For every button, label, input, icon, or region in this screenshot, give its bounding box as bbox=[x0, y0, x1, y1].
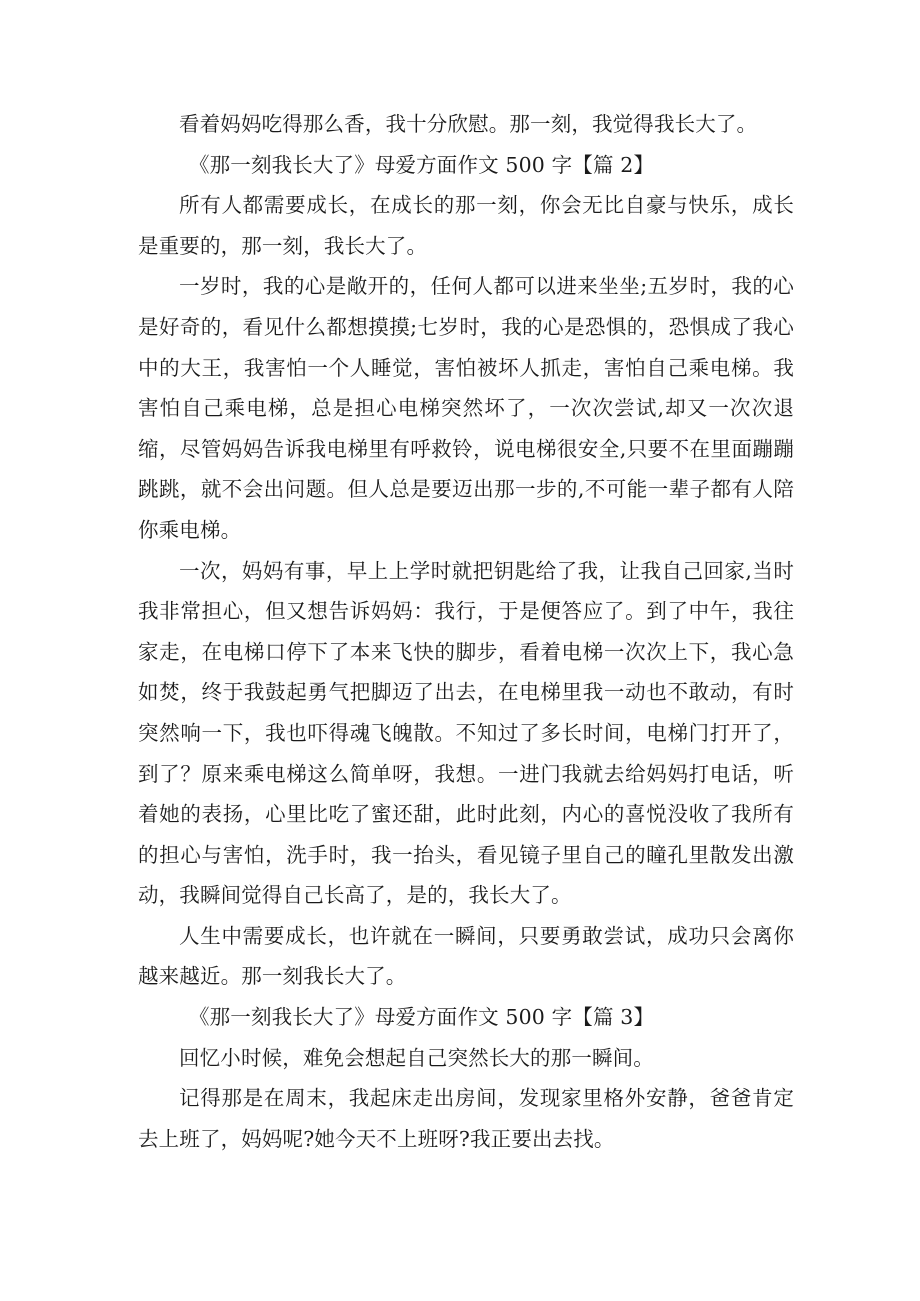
paragraph: 人生中需要成长，也许就在一瞬间，只要勇敢尝试，成功只会离你越来越近。那一刻我长大了。 bbox=[138, 923, 794, 989]
section-heading-2: 《那一刻我长大了》母爱方面作文 500 字【篇 2】 bbox=[189, 152, 655, 177]
paragraph: 所有人都需要成长，在成长的那一刻，你会无比自豪与快乐，成长是重要的，那一刻，我长大了。 bbox=[138, 193, 794, 258]
paragraph: 一岁时，我的心是敞开的，任何人都可以进来坐坐;五岁时，我的心是好奇的，看见什么都想摸摸;七岁时，我的心是恐惧的，恐惧成了我心中的大王，我害怕一个人睡觉，害怕被坏人抓走，害怕自己乘电梯。我害怕自己乘电梯，总是担心电梯突然坏了，一次次尝试,却又一次次退缩，尽管妈妈告诉我电梯里有呼救铃，说电梯很安全,只要不在里面蹦蹦跳跳，就不会出问题。但人总是要迈出那一步的,不可能一辈子都有人陪你乘电梯。 bbox=[138, 274, 794, 542]
paragraph-closing-previous: 看着妈妈吃得那么香，我十分欣慰。那一刻，我觉得我长大了。 bbox=[179, 112, 758, 136]
paragraph: 回忆小时候，难免会想起自己突然长大的那一瞬间。 bbox=[179, 1045, 654, 1070]
paragraph: 记得那是在周末，我起床走出房间，发现家里格外安静，爸爸肯定去上班了，妈妈呢?她今天不上班呀?我正要出去找。 bbox=[138, 1086, 794, 1151]
section-heading-3: 《那一刻我长大了》母爱方面作文 500 字【篇 3】 bbox=[189, 1005, 655, 1030]
paragraph: 一次，妈妈有事，早上上学时就把钥匙给了我，让我自己回家,当时我非常担心，但又想告诉妈妈：我行，于是便答应了。到了中午，我往家走，在电梯口停下了本来飞快的脚步，看着电梯一次次上下，我心急如焚，终于我鼓起勇气把脚迈了出去，在电梯里我一动也不敢动，有时突然响一下，我也吓得魂飞魄散。不知过了多长时间，电梯门打开了，到了？原来乘电梯这么简单呀，我想。一进门我就去给妈妈打电话，听着她的表扬，心里比吃了蜜还甜，此时此刻，内心的喜悦没收了我所有的担心与害怕，洗手时，我一抬头，看见镜子里自己的瞳孔里散发出激动，我瞬间觉得自己长高了，是的，我长大了。 bbox=[138, 558, 794, 908]
document-page bbox=[138, 104, 794, 1159]
